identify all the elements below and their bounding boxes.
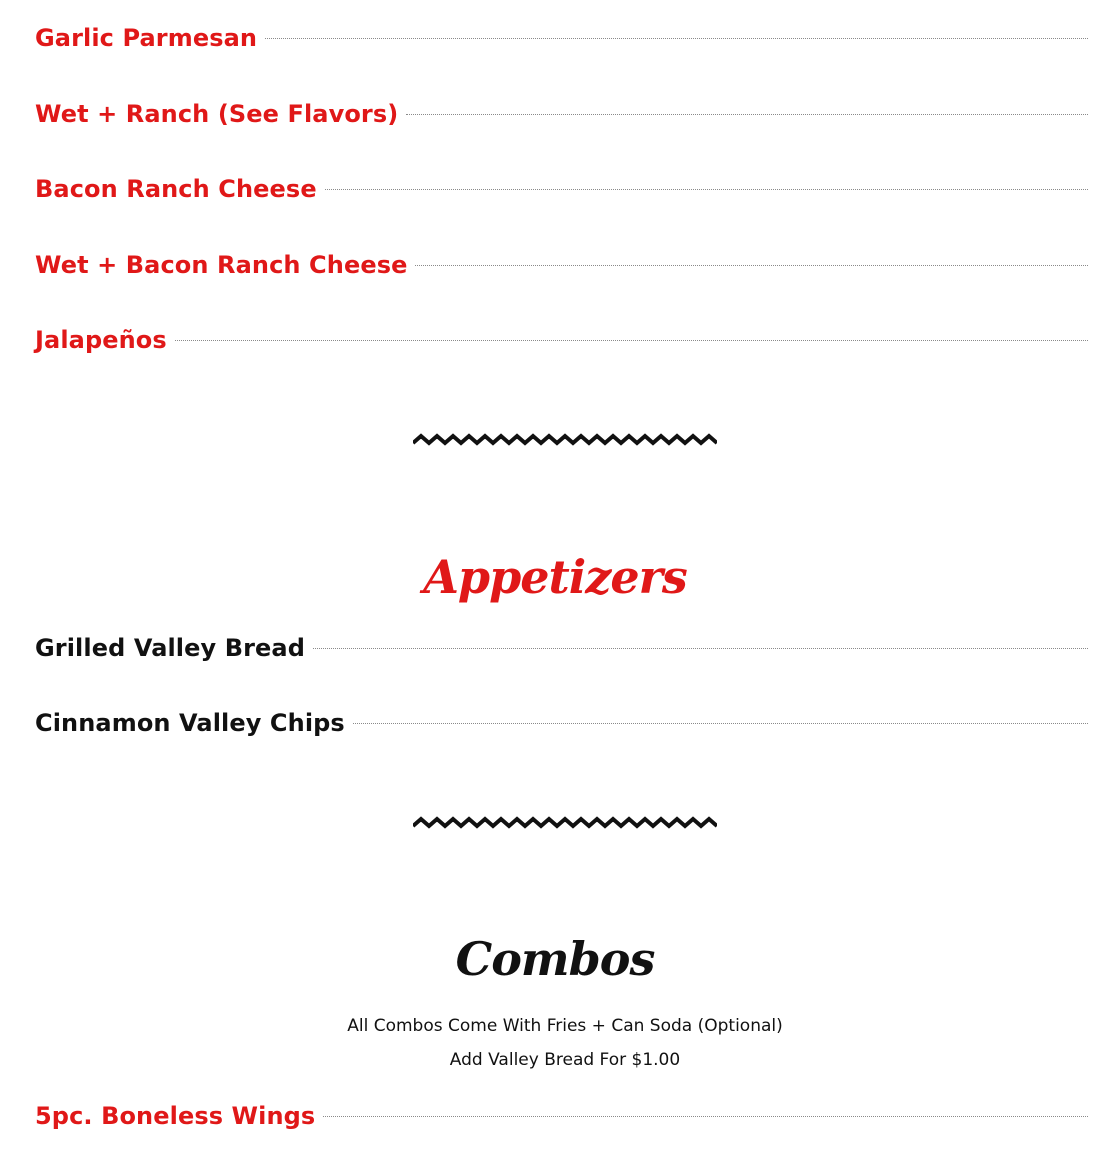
combos-note-fries-soda: All Combos Come With Fries + Can Soda (Optional) — [347, 1016, 783, 1036]
menu-item-garlic-parmesan[interactable] — [35, 24, 1088, 60]
menu-item-name: Cinnamon Valley Chips — [35, 709, 345, 737]
dotted-leader — [406, 114, 1088, 115]
menu-item-wet-bacon-ranch-cheese[interactable] — [35, 251, 1088, 287]
menu-item-name: Jalapeños — [35, 326, 167, 354]
menu-item-name: Grilled Valley Bread — [35, 634, 305, 662]
zigzag-divider-icon — [413, 431, 717, 447]
menu-item-name: Wet + Ranch (See Flavors) — [35, 100, 399, 128]
menu-item-name: 5pc. Boneless Wings — [35, 1102, 316, 1130]
menu-item-cinnamon-valley-chips[interactable] — [35, 709, 1088, 745]
zigzag-divider-icon — [413, 814, 717, 830]
menu-item-jalapenos[interactable] — [35, 326, 1088, 362]
dotted-leader — [323, 1116, 1088, 1117]
dotted-leader — [265, 38, 1088, 39]
section-title-combos: Combos — [455, 932, 655, 986]
dotted-leader — [325, 189, 1088, 190]
combos-note-valley-bread: Add Valley Bread For $1.00 — [449, 1050, 681, 1070]
menu-item-wet-ranch[interactable] — [35, 100, 1088, 136]
section-title-appetizers: Appetizers — [423, 550, 687, 604]
dotted-leader — [313, 648, 1088, 649]
dotted-leader — [415, 265, 1088, 266]
menu-item-bacon-ranch-cheese[interactable] — [35, 175, 1088, 211]
menu-item-5pc-boneless-wings[interactable] — [35, 1102, 1088, 1138]
dotted-leader — [353, 723, 1088, 724]
dotted-leader — [175, 340, 1088, 341]
menu-item-name: Bacon Ranch Cheese — [35, 175, 317, 203]
menu-item-name: Wet + Bacon Ranch Cheese — [35, 251, 408, 279]
menu-item-grilled-valley-bread[interactable] — [35, 634, 1088, 670]
menu-item-name: Garlic Parmesan — [35, 24, 258, 52]
